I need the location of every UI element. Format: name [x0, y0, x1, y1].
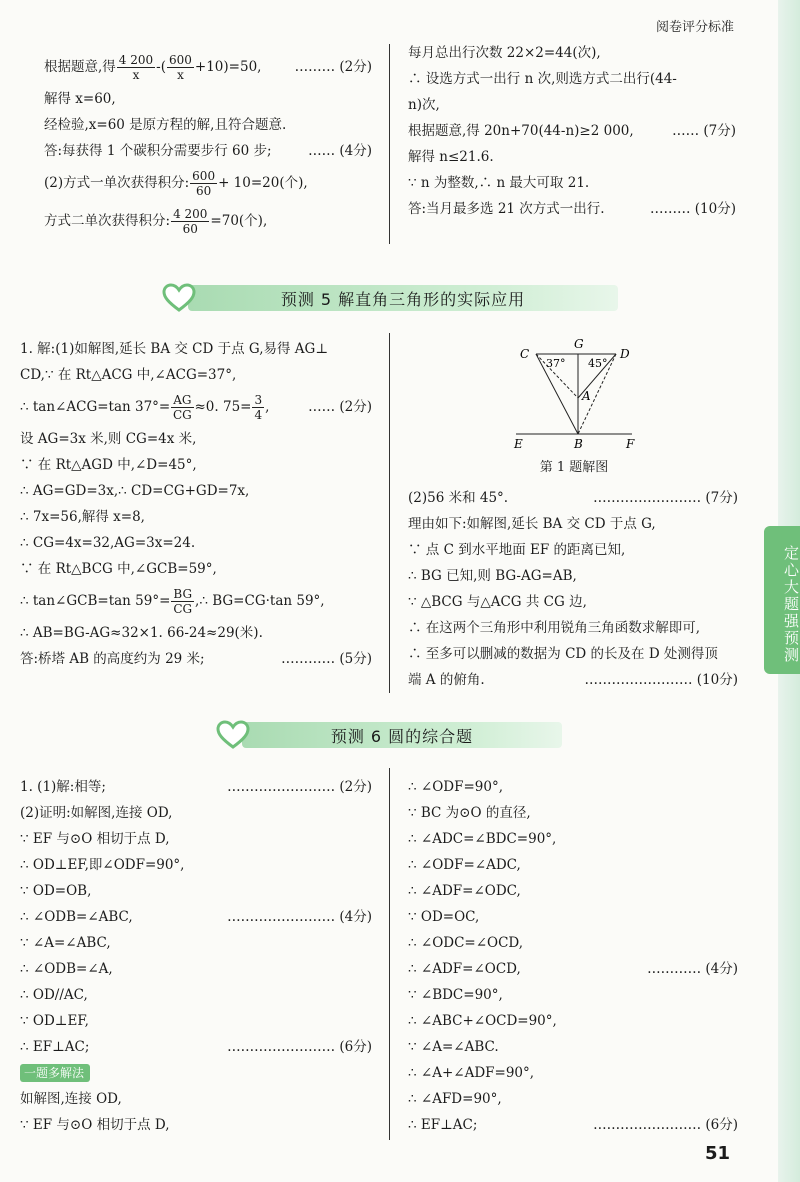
column-divider [389, 768, 390, 1140]
header-title: 阅卷评分标准 [655, 20, 734, 35]
text-line [408, 537, 738, 563]
text-line [20, 774, 372, 800]
text-line [408, 1008, 738, 1034]
line-text: 每月总出行次数 22×2=44(次), [408, 45, 601, 61]
line-text: ∵ ∠A=∠ABC. [408, 1039, 499, 1055]
fraction-numerator: 4 200 [118, 53, 154, 67]
section6-right-column [408, 774, 738, 1138]
top-right-column [408, 40, 736, 222]
fraction-denominator: 4 [254, 408, 263, 422]
line-text: ∴ ∠ABC+∠OCD=90°, [408, 1013, 557, 1029]
line-text: ∵ EF 与⊙O 相切于点 D, [20, 1117, 170, 1133]
text-line [20, 878, 372, 904]
label-angle-45: 45° [588, 357, 608, 370]
text-line [20, 1060, 372, 1086]
score-marker: …… (7分) [672, 123, 736, 139]
label-d: D [620, 347, 630, 361]
fraction-denominator: 60 [195, 184, 212, 198]
line-text: 根据题意,得 [44, 59, 116, 75]
line-text: ∴ CG=4x=32,AG=3x=24. [20, 535, 196, 551]
line-text: ∵ 在 Rt△AGD 中,∠D=45°, [20, 457, 197, 473]
text-line [408, 1112, 738, 1138]
column-divider [389, 44, 390, 244]
score-marker: …………………… (6分) [227, 1039, 372, 1055]
text-line [408, 92, 736, 118]
line-text: ∵ OD⊥EF, [20, 1013, 89, 1029]
line-text: ∴ ∠ODF=∠ADC, [408, 857, 521, 873]
text-line [408, 485, 738, 511]
text-line [408, 878, 738, 904]
text-line [20, 930, 372, 956]
line-text: (2)方式一单次获得积分: [44, 175, 190, 191]
label-b: B [574, 437, 583, 451]
fraction [117, 53, 155, 82]
text-line [408, 956, 738, 982]
line-text: 答:当月最多选 21 次方式一出行. [408, 201, 605, 217]
line-text: ∵ 点 C 到水平地面 EF 的距离已知, [408, 542, 626, 558]
text-line [408, 982, 738, 1008]
score-marker: …………………… (7分) [593, 490, 738, 506]
text-line [44, 112, 372, 138]
score-marker: …………………… (10分) [584, 672, 738, 688]
text-line [20, 1034, 372, 1060]
text-line [20, 582, 372, 620]
text-line [408, 563, 738, 589]
text-line [20, 478, 372, 504]
column-divider [389, 333, 390, 693]
line-text: ∴ ∠ADF=∠ODC, [408, 883, 521, 899]
text-line [408, 589, 738, 615]
text-line [408, 1034, 738, 1060]
heart-icon [216, 720, 250, 750]
score-marker: ………… (5分) [281, 651, 372, 667]
line-text: ∴ OD//AC, [20, 987, 88, 1003]
line-text: =70(个), [210, 213, 268, 229]
line-text: ∵ n 为整数,∴ n 最大可取 21. [408, 175, 590, 191]
line-text: ∴ 设选方式一出行 n 次,则选方式二出行(44- [408, 71, 677, 87]
section5-title: 预测 5 解直角三角形的实际应用 [188, 285, 618, 311]
score-marker: …………………… (4分) [227, 909, 372, 925]
figure-diagram [508, 336, 640, 454]
line-text: +10)=50, [194, 59, 262, 75]
text-line [408, 511, 738, 537]
line-text: ∵ △BCG 与△ACG 共 CG 边, [408, 594, 587, 610]
fraction-denominator: CG [172, 408, 192, 422]
text-line [20, 1008, 372, 1034]
text-line [20, 1086, 372, 1112]
line-text: ∴ 7x=56,解得 x=8, [20, 509, 145, 525]
section6-title: 预测 6 圆的综合题 [242, 722, 562, 748]
line-text: ∴ ∠ODC=∠OCD, [408, 935, 524, 951]
text-line [20, 336, 372, 362]
text-line [20, 800, 372, 826]
fraction-denominator: CG [173, 602, 193, 616]
label-angle-37: 37° [546, 357, 566, 370]
text-line [44, 164, 372, 202]
line-text: 设 AG=3x 米,则 CG=4x 米, [20, 431, 197, 447]
line-text: ∴ BG 已知,则 BG-AG=AB, [408, 568, 577, 584]
line-text: (2)56 米和 45°. [408, 490, 509, 506]
line-text: ∵ 在 Rt△BCG 中,∠GCB=59°, [20, 561, 217, 577]
text-line [20, 504, 372, 530]
text-line [408, 667, 738, 693]
text-line [408, 904, 738, 930]
line-text: ∴ AG=GD=3x,∴ CD=CG+GD=7x, [20, 483, 250, 499]
fraction-denominator: x [132, 68, 140, 82]
text-line [20, 426, 372, 452]
figure-caption: 第 1 题解图 [539, 460, 609, 475]
top-left-column [44, 48, 372, 240]
score-marker: …………………… (2分) [227, 779, 372, 795]
text-line [408, 1086, 738, 1112]
line-text: ∵ ∠BDC=90°, [408, 987, 503, 1003]
line-text: (2)证明:如解图,连接 OD, [20, 805, 173, 821]
text-line [20, 452, 372, 478]
line-text: ∴ EF⊥AC; [20, 1039, 90, 1055]
line-text: ∵ OD=OB, [20, 883, 92, 899]
text-line [408, 930, 738, 956]
line-text: CD,∵ 在 Rt△ACG 中,∠ACG=37°, [20, 367, 237, 383]
line-text: ∴ ∠ODF=90°, [408, 779, 503, 795]
line-text: ∵ OD=OC, [408, 909, 480, 925]
text-line [20, 982, 372, 1008]
text-line [20, 388, 372, 426]
text-line [408, 826, 738, 852]
fraction [167, 53, 194, 82]
line-text: ∴ ∠A+∠ADF=90°, [408, 1065, 535, 1081]
text-line [408, 641, 738, 667]
fraction [171, 393, 193, 422]
line-text: ∴ 在这两个三角形中利用锐角三角函数求解即可, [408, 620, 701, 636]
fraction-numerator: BG [173, 587, 193, 601]
text-line [408, 66, 736, 92]
text-line [408, 615, 738, 641]
label-g: G [574, 337, 584, 351]
line-text: ∴ ∠AFD=90°, [408, 1091, 502, 1107]
line-text: -( [156, 59, 166, 75]
text-line [20, 620, 372, 646]
fraction-numerator: 600 [169, 53, 192, 67]
line-text: 方式二单次获得积分: [44, 213, 171, 229]
line-text: 1. 解:(1)如解图,延长 BA 交 CD 于点 G,易得 AG⊥ [20, 341, 329, 357]
line-text: 端 A 的俯角. [408, 672, 485, 688]
line-text: 根据题意,得 20n+70(44-n)≥2 000, [408, 123, 634, 139]
line-text: ∴ tan∠ACG=tan 37°= [20, 399, 171, 415]
text-line [408, 118, 736, 144]
fraction-numerator: 3 [254, 393, 263, 407]
score-marker: ……… (2分) [294, 59, 372, 75]
text-line [408, 144, 736, 170]
line-text: ∴ EF⊥AC; [408, 1117, 478, 1133]
line-text: 解得 x=60, [44, 91, 116, 107]
section6-banner [216, 720, 562, 750]
section6-left-column [20, 774, 372, 1138]
fraction [252, 393, 264, 422]
line-text: + 10=20(个), [218, 175, 308, 191]
label-a: A [582, 389, 591, 403]
line-text: ∴ ∠ADF=∠OCD, [408, 961, 521, 977]
score-marker: …… (2分) [308, 399, 372, 415]
text-line [20, 530, 372, 556]
text-line [408, 170, 736, 196]
line-text: ∵ BC 为⊙O 的直径, [408, 805, 531, 821]
score-marker: …………………… (6分) [593, 1117, 738, 1133]
section5-right-column [408, 485, 738, 693]
text-line [408, 1060, 738, 1086]
label-f: F [626, 437, 635, 451]
line-text: ≈0. 75= [194, 399, 252, 415]
line-text: ∴ ∠ADC=∠BDC=90°, [408, 831, 557, 847]
line-text: 答:桥塔 AB 的高度约为 29 米; [20, 651, 205, 667]
fraction [190, 169, 217, 198]
fraction [171, 587, 194, 616]
text-line [20, 826, 372, 852]
line-text: ∴ tan∠GCB=tan 59°= [20, 593, 171, 609]
text-line [20, 1112, 372, 1138]
line-text: 经检验,x=60 是原方程的解,且符合题意. [44, 117, 287, 133]
score-marker: ……… (10分) [649, 201, 736, 217]
fraction-numerator: 600 [192, 169, 216, 183]
text-line [20, 556, 372, 582]
section5-left-column [20, 336, 372, 672]
label-c: C [520, 347, 530, 361]
line-text: ∵ ∠A=∠ABC, [20, 935, 111, 951]
text-line [408, 852, 738, 878]
line-text: 答:每获得 1 个碳积分需要步行 60 步; [44, 143, 272, 159]
text-line [44, 86, 372, 112]
line-text: 解得 n≤21.6. [408, 149, 494, 165]
line-text: ∴ ∠ODB=∠A, [20, 961, 113, 977]
text-line [44, 138, 372, 164]
heart-icon [162, 283, 196, 313]
text-line [408, 774, 738, 800]
line-text: ∴ AB=BG-AG≈32×1. 66-24≈29(米). [20, 625, 263, 641]
text-line [20, 646, 372, 672]
line-text: ∴ OD⊥EF,即∠ODF=90°, [20, 857, 185, 873]
multi-solution-tag: 一题多解法 [20, 1064, 90, 1082]
text-line [408, 800, 738, 826]
text-line [408, 196, 736, 222]
line-text: ∵ EF 与⊙O 相切于点 D, [20, 831, 170, 847]
section5-banner [162, 283, 618, 313]
line-text: ∴ 至多可以删减的数据为 CD 的长及在 D 处测得顶 [408, 646, 718, 662]
line-text: 1. (1)解:相等; [20, 779, 106, 795]
line-text: ∴ ∠ODB=∠ABC, [20, 909, 133, 925]
text-line [44, 202, 372, 240]
text-line [20, 956, 372, 982]
fraction-denominator: 60 [182, 222, 198, 236]
text-line [408, 40, 736, 66]
line-text: ,∴ BG=CG·tan 59°, [195, 593, 325, 609]
text-line [44, 48, 372, 86]
text-line [20, 852, 372, 878]
fraction-numerator: AG [173, 393, 192, 407]
score-marker: …… (4分) [308, 143, 372, 159]
label-e: E [514, 437, 523, 451]
line-text: , [265, 399, 270, 415]
fraction-numerator: 4 200 [173, 207, 208, 221]
line-text: 如解图,连接 OD, [20, 1091, 122, 1107]
side-tab[interactable]: 定心大题强预测 [764, 526, 800, 674]
fraction-denominator: x [177, 68, 184, 82]
line-text: 理由如下:如解图,延长 BA 交 CD 于点 G, [408, 516, 656, 532]
score-marker: ………… (4分) [647, 961, 738, 977]
page-number: 51 [704, 1143, 730, 1164]
line-text: n)次, [408, 97, 440, 113]
text-line [20, 362, 372, 388]
text-line [20, 904, 372, 930]
fraction [171, 207, 209, 236]
